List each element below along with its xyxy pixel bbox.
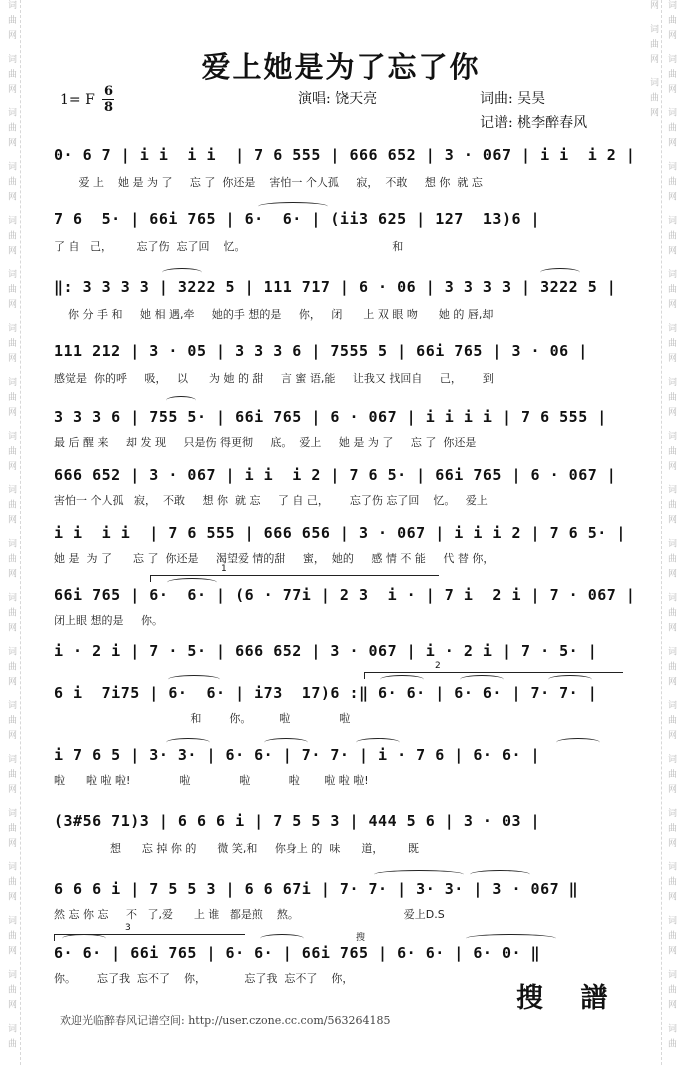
right-border [661,0,662,1065]
lyric-line: 然 忘 你 忘 不 了,爱 上 谁 都是煎 熬。 爱上D.S [54,908,445,921]
watermark-left: 词曲网 词曲网 词曲网 词曲网 词曲网 词曲网 词曲网 词曲网 词曲网 词曲网 词曲网 词曲网 词曲网 词曲网 词曲网 词曲网 词曲网 词曲网 词曲网 词曲 [6,0,16,1054]
volta-bracket-2 [364,661,623,679]
notation-line: 6 i 7i75 | 6· 6· | i73 17)6 :‖ 6· 6· | 6· 6· | 7· 7· | [54,684,598,702]
lyricist: 词曲: 吴昊 [480,91,546,107]
notation-line: ‖: 3 3 3 3 | 3222 5 | 111 717 | 6 · 06 | 3 3 3 3 | 3222 5 | [54,278,617,296]
tie-arc [264,738,308,747]
time-denominator: 8 [104,100,114,115]
tie-arc [258,202,328,211]
lyric-line: 了 自 己， 忘了伤 忘了回 忆。 和 [54,240,404,253]
tie-arc [260,934,304,943]
watermark-right: 词曲网 词曲网 词曲网 词曲网 词曲网 词曲网 词曲网 词曲网 词曲网 词曲网 词曲网 词曲网 词曲网 词曲网 词曲网 词曲网 词曲网 词曲网 词曲网 词曲网 词曲网 词曲网 [648,0,676,1054]
key-signature: 1= F [60,92,95,108]
notation-line: 66i 765 | 6· 6· | (6 · 77i | 2 3 i · | 7 i 2 i | 7 · 067 | [54,586,636,604]
lyric-line: 害怕一 个人孤 寂， 不敢 想 你 就 忘 了 自 己， 忘了伤 忘了回 忆。 爱上 [54,494,488,507]
lyric-line: 你。 忘了我 忘不了 你， 忘了我 忘不了 你， [54,972,354,985]
lyric-line: 闭上眼 想的是 你。 [54,614,163,627]
lyric-line: 她 是 为 了 忘 了 你还是 渴望爱 情的甜 蜜， 她的 感 情 不 能 代 替 你， [54,552,495,565]
lyric-line: 啦 啦 啦 啦! 啦 啦 啦 啦 啦 啦! [54,774,369,787]
notation-line: i · 2 i | 7 · 5· | 666 652 | 3 · 067 | i · 2 i | 7 · 5· | [54,642,598,660]
time-numerator: 6 [104,84,114,99]
tie-arc [166,738,210,747]
notation-line: i 7 6 5 | 3· 3· | 6· 6· | 7· 7· | i · 7 6 | 6· 6· | [54,746,541,764]
tie-arc [540,268,580,277]
notation-line: 111 212 | 3 · 05 | 3 3 3 6 | 7555 5 | 66i 765 | 3 · 06 | [54,342,588,360]
tie-arc [166,396,196,405]
transcriber: 记谱: 桃李醉春风 [480,115,588,131]
site-logo: 搜 譜 [516,983,622,1014]
notation-line: 6 6 6 i | 7 5 5 3 | 6 6 67i | 7· 7· | 3· 3· | 3 · 067 ‖ [54,880,579,898]
tie-arc [168,675,220,684]
notation-line: i i i i | 7 6 555 | 666 656 | 3 · 067 | i i i 2 | 7 6 5· | [54,524,626,542]
volta-label-3: 3 [125,923,131,933]
lyric-line: 最 后 醒 来 却 发 现 只是伤 得更彻 底。 爱上 她 是 为 了 忘 了 你还是 [54,436,477,449]
lyric-line: 爱 上 她 是 为 了 忘 了 你还是 害怕一 个人孤 寂， 不敢 想 你 就 忘 [54,176,483,189]
volta-label-1: 1 [221,564,227,574]
tie-arc [466,934,556,943]
notation-line: 6· 6· | 66i 765 | 6· 6· | 66i 765 | 6· 6· | 6· 0· ‖ [54,944,541,962]
lyric-line: 想 忘 掉 你 的 微 笑,和 你身上 的 味 道， 既 [54,842,419,855]
tie-arc [356,738,400,747]
notation-line: 7 6 5· | 66i 765 | 6· 6· | (ii3 625 | 127 13)6 | [54,210,541,228]
notation-line: 3 3 3 6 | 755 5· | 66i 765 | 6 · 067 | i i i i | 7 6 555 | [54,408,607,426]
tie-arc [556,738,600,747]
tie-arc [374,870,464,879]
singer: 演唱: 饶天亮 [298,91,378,107]
lyric-line: 感觉是 你的呼 吸， 以 为 她 的 甜 言 蜜 语,能 让我又 找回自 己， 到 [54,372,494,385]
notation-line: (3#56 71)3 | 6 6 6 i | 7 5 5 3 | 444 5 6 | 3 · 03 | [54,812,541,830]
notation-line: 666 652 | 3 · 067 | i i i 2 | 7 6 5· | 66i 765 | 6 · 067 | [54,466,617,484]
volta-bracket-1 [150,564,439,582]
footer-url[interactable]: 欢迎光临醉春风记谱空间: http://user.czone.cc.com/563264185 [60,1014,391,1027]
lyric-line: 你 分 手 和 她 相 遇,牵 她的手 想的是 你， 闭 上 双 眼 吻 她 的 唇,却 [54,308,494,321]
tie-arc [470,870,530,879]
lyric-line: 和 你。 啦 啦 [54,712,351,725]
volta-label-2: 2 [435,661,441,671]
tie-arc [162,268,202,277]
notation-line: 0· 6 7 | i i i i | 7 6 555 | 666 652 | 3 · 067 | i i i 2 | [54,146,636,164]
volta-bracket-3 [54,923,245,941]
song-title: 爱上她是为了忘了你 [201,50,481,84]
segno-mark: 搜 [356,933,366,943]
left-border [20,0,21,1065]
